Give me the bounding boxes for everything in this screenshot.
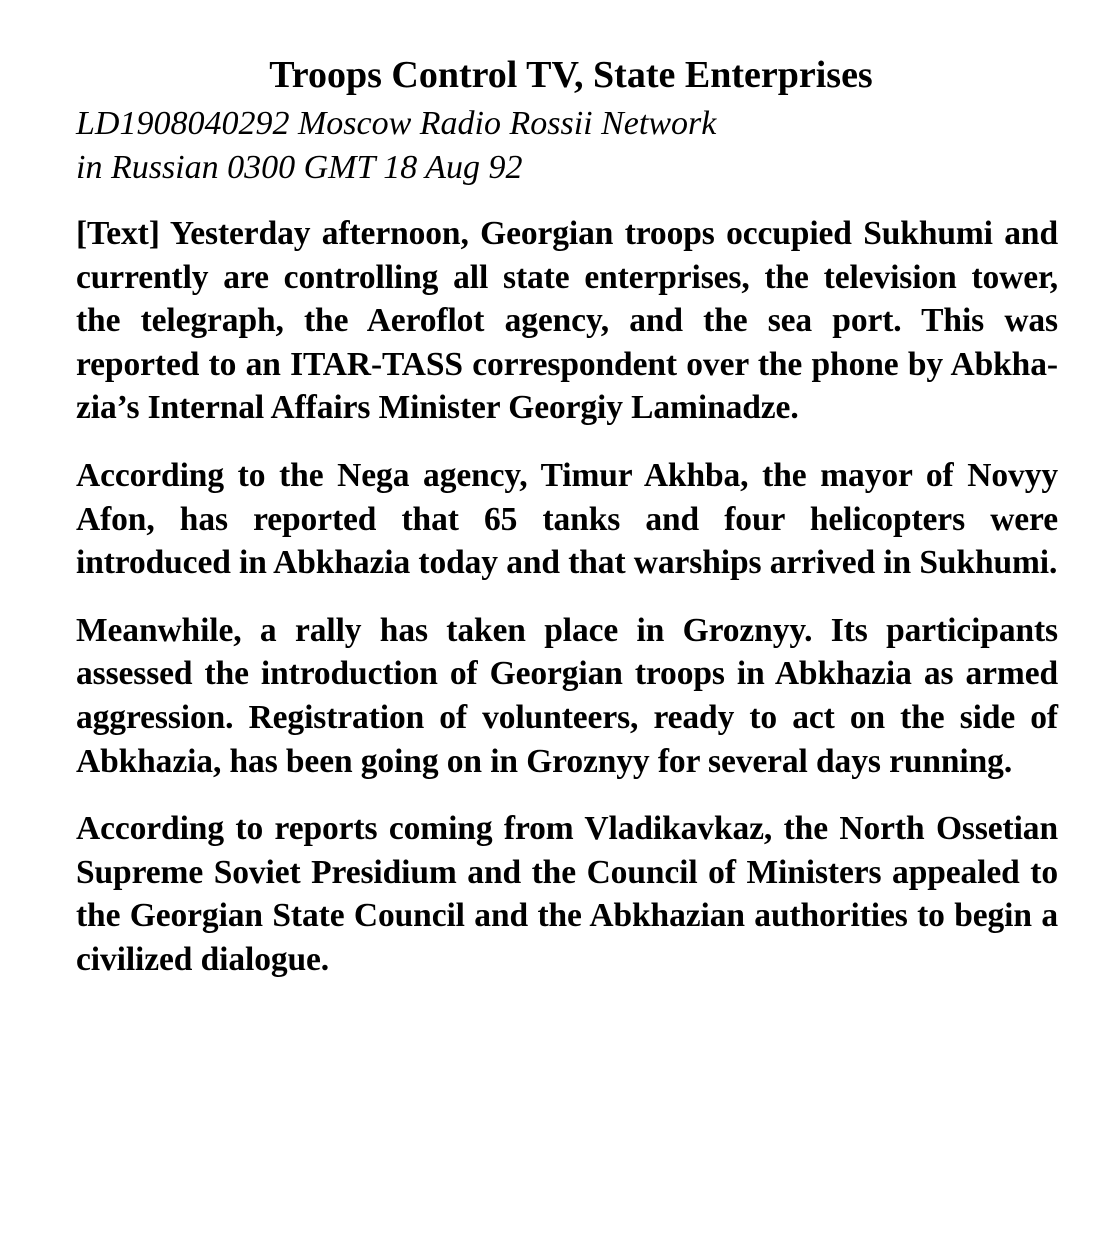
news-article [76, 52, 1058, 982]
dateline-line-2: in Russian 0300 GMT 18 Aug 92 [76, 149, 523, 186]
paragraph-4: According to reports coming from Vladikavkaz, the North Ossetian Supreme Soviet Presidium and the Council of Ministers appealed to the Georgian State Council and the Abkhazian authorities to begin a civilized dialogue. [76, 810, 1058, 978]
paragraph-3: Meanwhile, a rally has taken place in Groznyy. Its participants assessed the introduction of Georgian troops in Abkhazia as armed aggression. Registration of volunteers, ready to act on the side of Abkhazia, has been going on in Groznyy for several days running. [76, 611, 1058, 780]
paragraph-1: [Text] Yesterday afternoon, Georgian troops occupied Sukhumi and currently are controlling all state enterprises, the television tower, the telegraph, the Aeroflot agency, and the sea port. This was reported to an ITAR-TASS correspondent over the phone by Abkhazia’s Internal Affairs Minister Georgiy Laminadze. [76, 215, 1058, 427]
article-headline: Troops Control TV, State Enterprises [269, 54, 873, 96]
paragraph-2: According to the Nega agency, Timur Akhba, the mayor of Novyy Afon, has reported that 65 tanks and four helicopters were introduced in Abkhazia today and that warships arrived in Sukhumi. [76, 456, 1058, 582]
article-dateline [76, 102, 1058, 190]
dateline-line-1: LD1908040292 Moscow Radio Rossii Network [76, 105, 717, 142]
